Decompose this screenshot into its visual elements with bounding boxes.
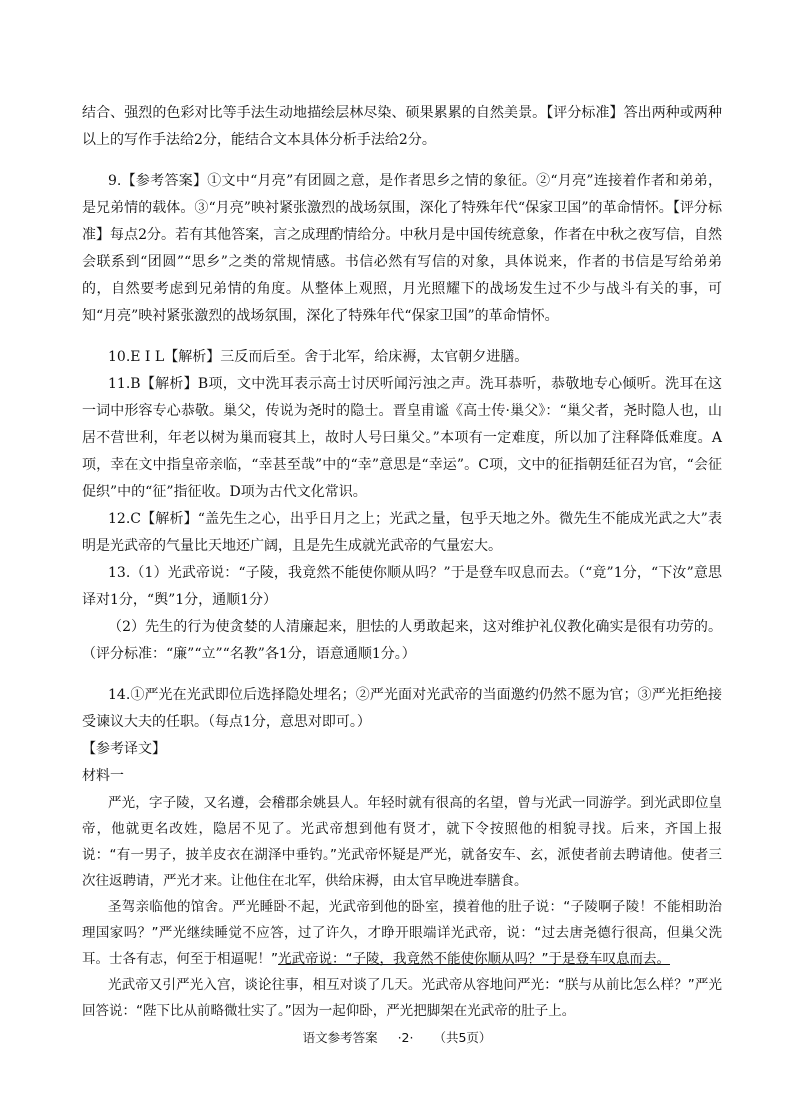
translation-text: 圣驾亲临他的馆舍。严光睡卧不起，光武帝到他的卧室，摸着他的肚子说：“子陵啊子陵！不能相助治理国家吗？”严光继续睡觉不应答，过了许久，才睁开眼端详光武帝，说：“过去唐尧德行很高，但巢父洗耳。士各有志，何至于相逼呢！”: [82, 899, 722, 967]
material-label: 材料一: [82, 768, 124, 784]
translation-paragraph-3: 光武帝又引严光入宫，谈论往事，相互对谈了几天。光武帝从容地问严光：“朕与从前比怎么样？”严光回答说：“陛下比从前略微壮实了。”因为一起仰卧，严光把脚架在光武帝的肚子上。: [82, 977, 722, 1019]
page-number: ·2·: [397, 1030, 414, 1045]
page-total: （共5页）: [433, 1030, 492, 1045]
translation-heading: 【参考译文】: [82, 741, 166, 757]
q10-answer: 10.E I L【解析】三反而后至。舍于北军，给床褥，太官朝夕进膳。: [108, 349, 529, 365]
q8-answer-tail: 结合、强烈的色彩对比等手法生动地描绘层林尽染、硕果累累的自然美景。【评分标准】答出两种或两种以上的写作手法给2分，能结合文本具体分析手法给2分。: [82, 105, 722, 148]
q11-answer: 11.B【解析】B项，文中洗耳表示高士讨厌听闻污浊之声。洗耳恭听，恭敬地专心倾听。洗耳在这一词中形容专心恭敬。巢父，传说为尧时的隐士。晋皇甫谧《高士传·巢父》：“巢父者，尧时隐人也，山居不营世利，年老以树为巢而寝其上，故时人号曰巢父。”本项有一定难度，所以加了注释降低难度。A项，幸在文中指皇帝亲临，“幸甚至哉”中的“幸”意思是“幸运”。C项，文中的征指朝廷征召为官，“会征促织”中的“征”指征收。D项为古代文化常识。: [82, 376, 722, 500]
underlined-translation: 光武帝说：“子陵，我竟然不能使你顺从吗？”于是登车叹息而去。: [278, 951, 670, 967]
q14-answer: 14.①严光在光武即位后选择隐处埋名；②严光面对光武帝的当面邀约仍然不愿为官；③严光拒绝接受谏议大夫的任职。（每点1分，意思对即可。）: [82, 687, 722, 730]
q12-answer: 12.C【解析】“盖先生之心，出乎日月之上；光武之量，包乎天地之外。微先生不能成光武之大”表明是光武帝的气量比天地还广阔，且是先生成就光武帝的气量宏大。: [82, 511, 722, 554]
translation-paragraph-2: [82, 894, 722, 972]
page-footer: [0, 1028, 794, 1046]
translation-paragraph-1: 严光，字子陵，又名遵，会稽郡余姚县人。年轻时就有很高的名望，曾与光武一同游学。到光武即位皇帝，他就更名改姓，隐居不见了。光武帝想到他有贤才，就下令按照他的相貌寻找。后来，齐国上报说：“有一男子，披羊皮衣在湖泽中垂钓。”光武帝怀疑是严光，就备安车、玄，派使者前去聘请他。使者三次往返聘请，严光才来。让他住在北军，供给床褥，由太官早晚进奉膳食。: [82, 795, 722, 889]
page-body: [82, 100, 722, 1024]
footer-title: 语文参考答案: [302, 1030, 378, 1045]
q13-answer-1: 13.（1）光武帝说：“子陵，我竟然不能使你顺从吗？”于是登车叹息而去。（“竟”1分，“下汝”意思译对1分，“舆”1分，通顺1分）: [82, 565, 722, 608]
q9-answer: 9.【参考答案】①文中“月亮”有团圆之意，是作者思乡之情的象征。②“月亮”连接着作者和弟弟，是兄弟情的载体。③“月亮”映衬紧张激烈的战场氛围，深化了特殊年代“保家卫国”的革命情怀。【评分标准】每点2分。若有其他答案，言之成理酌情给分。中秋月是中国传统意象，作者在中秋之夜写信，自然会联系到“团圆”“思乡”之类的常规情感。书信必然有写信的对象，具体说来，作者的书信是写给弟弟的，自然要考虑到兄弟情的角度。从整体上观照，月光照耀下的战场发生过不少与战斗有关的事，可知“月亮”映衬紧张激烈的战场氛围，深化了特殊年代“保家卫国”的革命情怀。: [82, 173, 722, 324]
q13-answer-2: （2）先生的行为使贪婪的人清廉起来，胆怯的人勇敢起来，这对维护礼仪教化确实是很有功劳的。（评分标准：“廉”“立”“名教”各1分，语意通顺1分。）: [82, 619, 722, 662]
